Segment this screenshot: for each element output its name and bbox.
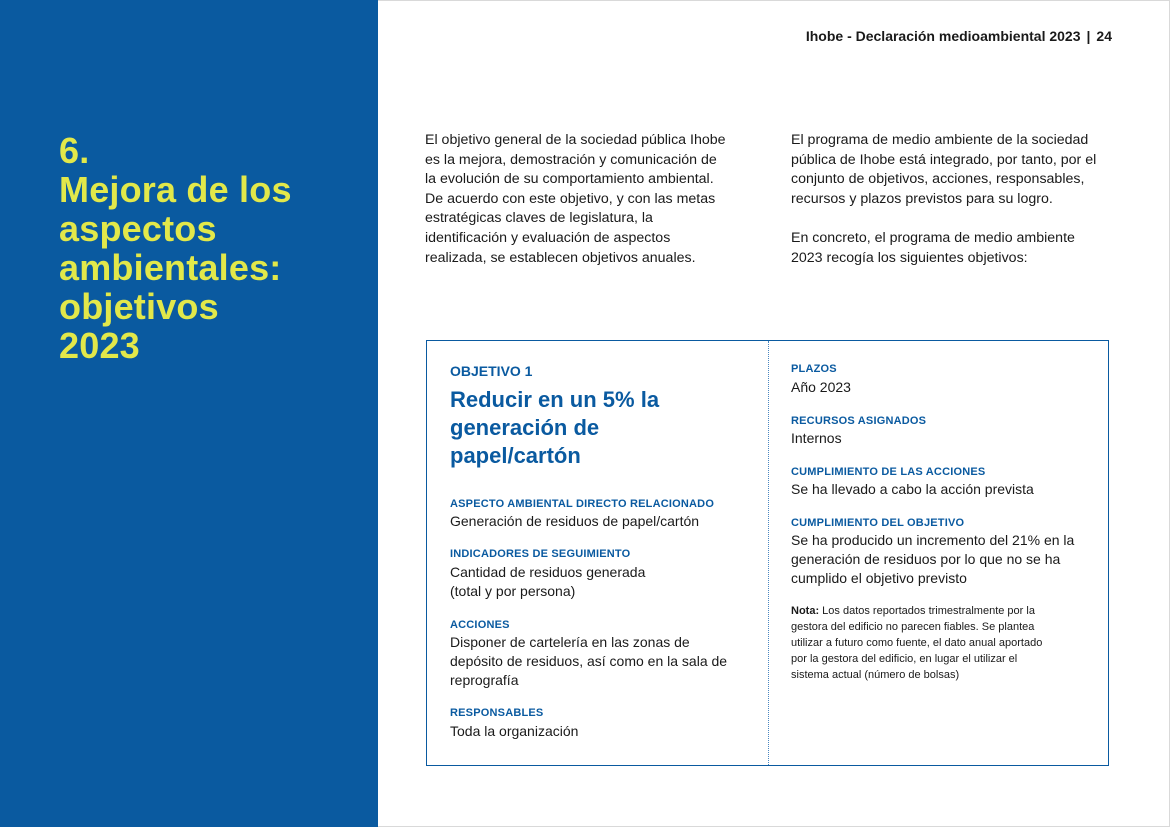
- actions-label: ACCIONES: [450, 619, 510, 631]
- indicators-label: INDICADORES DE SEGUIMIENTO: [450, 548, 631, 560]
- actions-line: Disponer de cartelería en las zonas de: [450, 634, 690, 650]
- resources-value: Internos: [791, 430, 842, 446]
- responsible-label: RESPONSABLES: [450, 707, 544, 719]
- note-line: por la gestora del edificio, en lugar el utilizar el: [791, 653, 1018, 665]
- intro-line: 2023 recogía los siguientes objetivos:: [791, 249, 1028, 266]
- note-label: Nota:: [791, 605, 820, 617]
- objective-compliance-line: cumplido el objetivo previsto: [791, 570, 967, 586]
- section-color-panel: [0, 0, 378, 827]
- section-heading-line: 2023: [59, 325, 140, 366]
- running-header: [806, 28, 1112, 44]
- objective-compliance-line: Se ha producido un incremento del 21% en la: [791, 532, 1075, 548]
- intro-paragraph: [425, 131, 745, 268]
- note: [791, 603, 1081, 683]
- aspect-label: ASPECTO AMBIENTAL DIRECTO RELACIONADO: [450, 498, 715, 510]
- objective-card: [426, 340, 1109, 766]
- objective-compliance-label: CUMPLIMIENTO DEL OBJETIVO: [791, 517, 965, 529]
- deadline-label: PLAZOS: [791, 363, 837, 375]
- objective-compliance-value: [791, 531, 1074, 588]
- intro-line: conjunto de objetivos, acciones, responsables,: [791, 171, 1085, 188]
- actions-line: reprografía: [450, 672, 519, 688]
- section-heading: [59, 131, 292, 365]
- indicators-value: [450, 563, 645, 601]
- objective-title: [450, 386, 740, 470]
- indicators-line: (total y por persona): [450, 583, 576, 599]
- section-heading-line: Mejora de los: [59, 169, 292, 210]
- intro-line: El objetivo general de la sociedad pública Ihobe: [425, 132, 726, 148]
- actions-line: depósito de residuos, así como en la sala de: [450, 653, 728, 669]
- note-line: gestora del edificio no parecen fiables. Se plantea: [791, 621, 1035, 633]
- intro-paragraph: [791, 131, 1121, 209]
- intro-line: identificación y evaluación de aspectos: [425, 229, 671, 246]
- intro-paragraph: [791, 229, 1121, 268]
- section-heading-line: 6.: [59, 130, 90, 171]
- document-title: Ihobe - Declaración medioambiental 2023: [805, 28, 1081, 44]
- objective-title-line: Reducir en un 5% la: [450, 387, 660, 412]
- note-line: utilizar a futuro como fuente, el dato anual aportado: [791, 637, 1043, 649]
- note-line: sistema actual (número de bolsas): [791, 669, 960, 681]
- section-heading-line: ambientales:: [59, 247, 282, 288]
- objective-number: OBJETIVO 1: [450, 363, 533, 379]
- intro-right-column: [791, 131, 1121, 288]
- objective-title-line: generación de: [450, 415, 600, 440]
- header-separator: |: [1086, 28, 1091, 44]
- aspect-value: Generación de residuos de papel/cartón: [450, 513, 700, 529]
- intro-left-column: [425, 131, 745, 288]
- objective-compliance-line: generación de residuos por lo que no se ha: [791, 551, 1061, 567]
- deadline-value: Año 2023: [791, 379, 851, 395]
- indicators-line: Cantidad de residuos generada: [450, 564, 646, 580]
- actions-compliance-label: CUMPLIMIENTO DE LAS ACCIONES: [791, 466, 986, 478]
- intro-line: realizada, se establecen objetivos anuales.: [425, 249, 696, 266]
- objective-title-line: papel/cartón: [450, 443, 581, 468]
- note-line: [791, 603, 1081, 619]
- intro-line: El programa de medio ambiente de la sociedad: [791, 132, 1089, 148]
- page-number: 24: [1096, 28, 1112, 44]
- column-divider: [768, 341, 769, 765]
- section-heading-line: aspectos: [59, 208, 217, 249]
- intro-line: estratégicas claves de legislatura, la: [425, 210, 653, 227]
- actions-compliance-value: Se ha llevado a cabo la acción prevista: [791, 481, 1034, 497]
- intro-line: es la mejora, demostración y comunicación de: [425, 151, 717, 168]
- intro-line: la evolución de su comportamiento ambiental.: [425, 171, 714, 188]
- responsible-value: Toda la organización: [450, 723, 579, 739]
- note-text: Los datos reportados trimestralmente por la: [819, 605, 1035, 617]
- intro-line: En concreto, el programa de medio ambiente: [791, 229, 1075, 246]
- actions-value: [450, 633, 727, 690]
- resources-label: RECURSOS ASIGNADOS: [791, 415, 927, 427]
- intro-line: pública de Ihobe está integrado, por tanto, por el: [791, 151, 1097, 168]
- intro-line: recursos y plazos previstos para su logro.: [791, 190, 1053, 207]
- intro-line: De acuerdo con este objetivo, y con las metas: [425, 190, 716, 207]
- section-heading-line: objetivos: [59, 286, 219, 327]
